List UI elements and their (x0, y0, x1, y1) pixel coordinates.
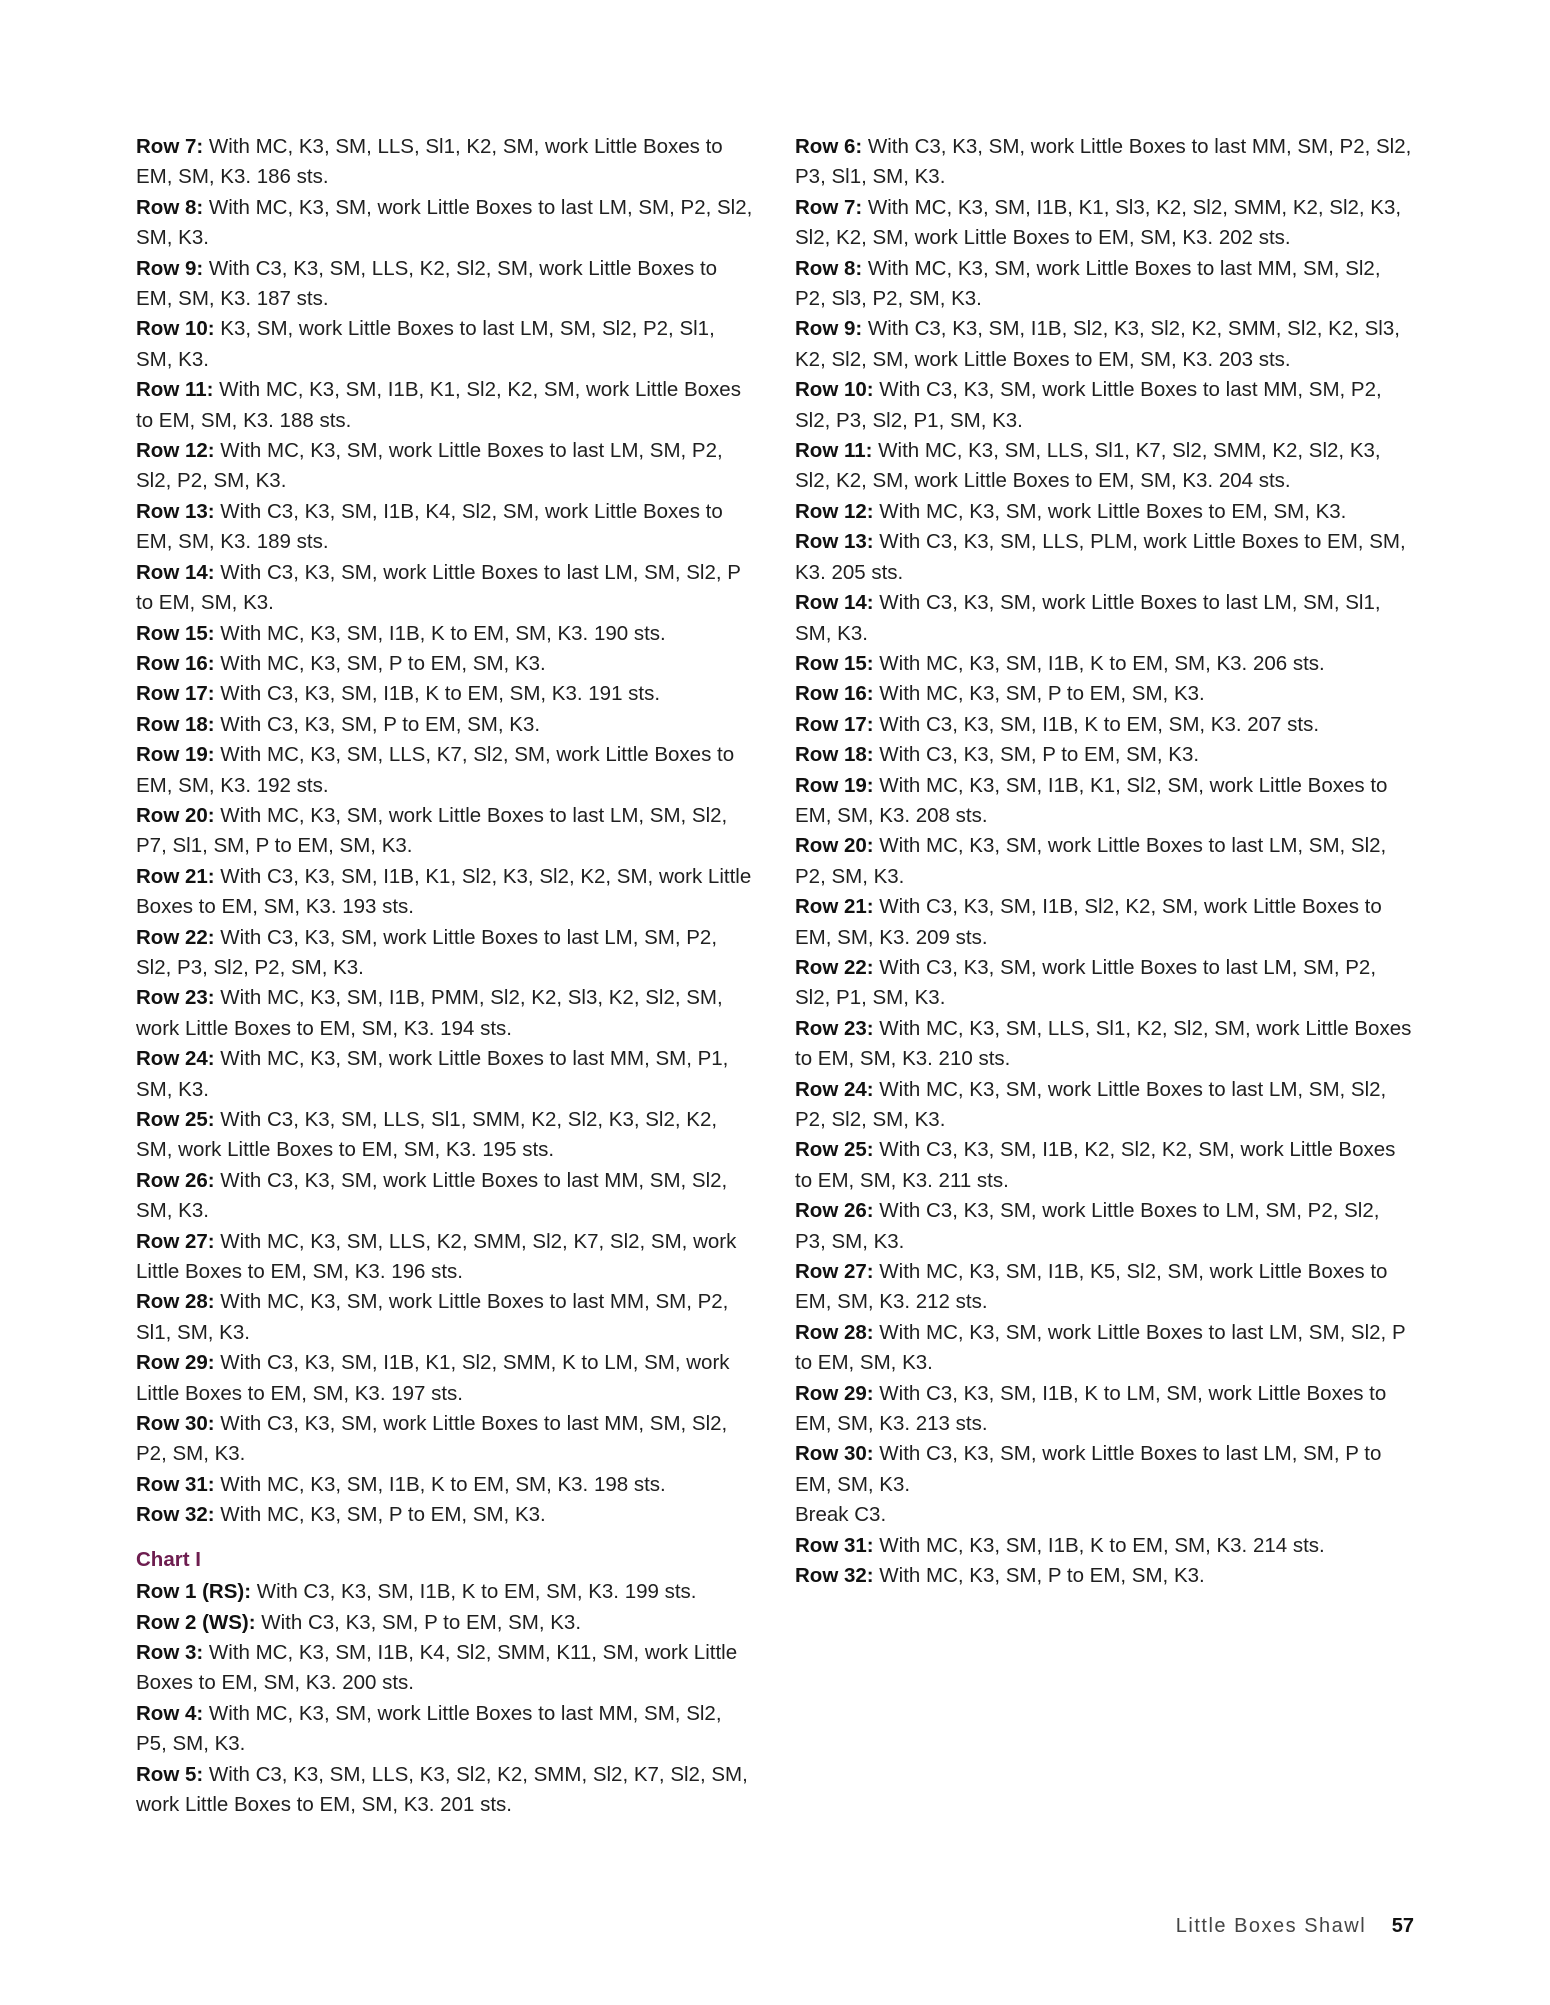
row-text: With C3, K3, SM, LLS, K3, Sl2, K2, SMM, Sl2, K7, Sl2, SM, work Little Boxes to EM, SM, K3. 201 sts. (136, 1762, 748, 1816)
instruction-row (795, 497, 1413, 527)
row-text: With C3, K3, SM, I1B, K2, Sl2, K2, SM, work Little Boxes to EM, SM, K3. 211 sts. (795, 1138, 1396, 1192)
row-label: Row 11: (136, 378, 214, 402)
instruction-row (136, 1409, 754, 1470)
row-label: Row 12: (795, 499, 874, 523)
instruction-row (136, 679, 754, 709)
instruction-row (136, 193, 754, 254)
instruction-row (795, 953, 1413, 1014)
row-label: Row 10: (136, 317, 215, 341)
row-text: With MC, K3, SM, I1B, K1, Sl2, SM, work Little Boxes to EM, SM, K3. 208 sts. (795, 773, 1388, 827)
row-label: Row 26: (136, 1168, 215, 1192)
row-label: Row 27: (136, 1229, 215, 1253)
row-text: With MC, K3, SM, I1B, K to EM, SM, K3. 214 sts. (873, 1533, 1325, 1557)
row-text: With MC, K3, SM, work Little Boxes to last LM, SM, P2, Sl2, SM, K3. (136, 195, 753, 250)
row-label: Row 21: (136, 864, 215, 888)
instruction-row (795, 375, 1413, 436)
row-label: Row 15: (795, 651, 874, 675)
row-label: Row 9: (795, 317, 863, 341)
row-label: Row 31: (136, 1472, 215, 1496)
row-text: With MC, K3, SM, work Little Boxes to last MM, SM, P2, Sl1, SM, K3. (136, 1290, 729, 1344)
row-label: Row 22: (795, 955, 874, 979)
row-text: With C3, K3, SM, I1B, K to EM, SM, K3. 207 sts. (873, 712, 1320, 736)
row-text: With MC, K3, SM, P to EM, SM, K3. (214, 1503, 546, 1527)
row-text: With C3, K3, SM, work Little Boxes to last MM, SM, P2, Sl2, P3, Sl1, SM, K3. (795, 135, 1412, 189)
row-text: With C3, K3, SM, P to EM, SM, K3. (214, 712, 541, 736)
row-text: With MC, K3, SM, work Little Boxes to last MM, SM, P1, SM, K3. (136, 1047, 729, 1101)
row-text: With MC, K3, SM, P to EM, SM, K3. (873, 682, 1205, 706)
row-label: Row 3: (136, 1640, 204, 1664)
row-label: Row 22: (136, 925, 215, 949)
row-text: With MC, K3, SM, I1B, K to EM, SM, K3. 190 sts. (214, 621, 666, 645)
row-text: With MC, K3, SM, work Little Boxes to last LM, SM, Sl2, P7, Sl1, SM, P to EM, SM, K3. (136, 803, 728, 858)
row-text: With C3, K3, SM, I1B, K1, Sl2, SMM, K to LM, SM, work Little Boxes to EM, SM, K3. 197 sts. (136, 1351, 730, 1405)
row-text: With MC, K3, SM, work Little Boxes to last MM, SM, Sl2, P5, SM, K3. (136, 1701, 722, 1756)
instruction-row (795, 831, 1413, 892)
instruction-row (136, 1699, 754, 1760)
instruction-row (795, 771, 1413, 832)
row-label: Row 19: (795, 773, 874, 797)
instruction-row (795, 314, 1413, 375)
instruction-row (136, 1227, 754, 1288)
row-text: With MC, K3, SM, work Little Boxes to last LM, SM, Sl2, P2, SM, K3. (795, 834, 1387, 888)
row-text: With C3, K3, SM, work Little Boxes to last LM, SM, Sl2, P to EM, SM, K3. (136, 560, 741, 615)
instruction-row (795, 740, 1413, 770)
instruction-row (795, 1014, 1413, 1075)
row-text: With C3, K3, SM, work Little Boxes to last MM, SM, Sl2, P2, SM, K3. (136, 1412, 728, 1466)
instruction-row (136, 497, 754, 558)
instruction-row (136, 1638, 754, 1699)
row-text: With C3, K3, SM, I1B, Sl2, K3, Sl2, K2, SMM, Sl2, K2, Sl3, K2, Sl2, SM, work Little Boxes to EM, SM, K3. 203 sts. (795, 317, 1400, 371)
instruction-row (136, 1608, 754, 1638)
instruction-row (136, 1760, 754, 1821)
row-text: With MC, K3, SM, I1B, K5, Sl2, SM, work Little Boxes to EM, SM, K3. 212 sts. (795, 1260, 1388, 1314)
row-label: Row 11: (795, 439, 873, 463)
right-column (795, 132, 1413, 1592)
row-label: Row 32: (795, 1564, 874, 1588)
row-label: Row 8: (795, 256, 863, 280)
row-text: With MC, K3, SM, LLS, K7, Sl2, SM, work Little Boxes to EM, SM, K3. 192 sts. (136, 743, 735, 797)
row-text: With C3, K3, SM, I1B, K1, Sl2, K3, Sl2, K2, SM, work Little Boxes to EM, SM, K3. 193 sts. (136, 864, 752, 919)
break-note: Break C3. (795, 1503, 887, 1527)
row-text: With MC, K3, SM, I1B, K to EM, SM, K3. 206 sts. (873, 651, 1325, 675)
instruction-row (136, 1577, 754, 1607)
left-rows-a (136, 132, 754, 1531)
row-label: Row 24: (136, 1047, 215, 1071)
left-rows-b (136, 1577, 754, 1820)
left-column (136, 132, 754, 1820)
row-text: With C3, K3, SM, I1B, K to EM, SM, K3. 199 sts. (251, 1580, 697, 1604)
instruction-row (795, 1135, 1413, 1196)
instruction-row (136, 1044, 754, 1105)
instruction-row (795, 254, 1413, 315)
row-label: Row 12: (136, 439, 215, 463)
instruction-row (795, 1439, 1413, 1500)
instruction-row (136, 436, 754, 497)
row-label: Row 21: (795, 895, 874, 919)
row-text: With MC, K3, SM, LLS, K2, SMM, Sl2, K7, Sl2, SM, work Little Boxes to EM, SM, K3. 196 sts. (136, 1229, 737, 1284)
row-label: Row 7: (136, 135, 204, 158)
row-text: With C3, K3, SM, LLS, PLM, work Little Boxes to EM, SM, K3. 205 sts. (795, 530, 1406, 584)
right-rows-a (795, 132, 1413, 1500)
row-text: With C3, K3, SM, work Little Boxes to last LM, SM, P2, Sl2, P3, Sl2, P2, SM, K3. (136, 925, 718, 979)
instruction-row (795, 436, 1413, 497)
row-text: With MC, K3, SM, work Little Boxes to EM, SM, K3. (873, 499, 1347, 523)
instruction-row (795, 1561, 1413, 1591)
instruction-row (795, 132, 1413, 193)
row-label: Row 14: (795, 591, 874, 615)
instruction-row (795, 527, 1413, 588)
instruction-row (136, 558, 754, 619)
row-label: Row 18: (136, 712, 215, 736)
row-text: With C3, K3, SM, I1B, K to EM, SM, K3. 191 sts. (214, 682, 661, 706)
instruction-row (795, 1257, 1413, 1318)
row-label: Row 7: (795, 195, 863, 219)
row-label: Row 14: (136, 560, 215, 584)
row-label: Row 16: (795, 682, 874, 706)
row-label: Row 5: (136, 1762, 204, 1786)
row-text: With MC, K3, SM, P to EM, SM, K3. (873, 1564, 1205, 1588)
row-label: Row 20: (136, 803, 215, 827)
instruction-row (136, 1500, 754, 1530)
row-text: With C3, K3, SM, work Little Boxes to last MM, SM, Sl2, SM, K3. (136, 1168, 728, 1223)
row-label: Row 19: (136, 743, 215, 767)
instruction-row (795, 1318, 1413, 1379)
row-label: Row 30: (136, 1412, 215, 1436)
row-text: With C3, K3, SM, work Little Boxes to last LM, SM, P to EM, SM, K3. (795, 1442, 1382, 1496)
row-label: Row 26: (795, 1199, 874, 1223)
chart-heading: Chart I (136, 1547, 201, 1571)
instruction-row (795, 1379, 1413, 1440)
instruction-row (136, 619, 754, 649)
row-label: Row 2 (WS): (136, 1610, 256, 1634)
row-label: Row 17: (136, 682, 215, 706)
row-label: Row 32: (136, 1503, 215, 1527)
row-text: With MC, K3, SM, work Little Boxes to last MM, SM, Sl2, P2, Sl3, P2, SM, K3. (795, 256, 1381, 311)
row-label: Row 27: (795, 1260, 874, 1284)
row-text: With MC, K3, SM, work Little Boxes to last LM, SM, Sl2, P to EM, SM, K3. (795, 1320, 1406, 1375)
instruction-row (795, 588, 1413, 649)
instruction-row (136, 1348, 754, 1409)
row-label: Row 15: (136, 621, 215, 645)
row-text: With C3, K3, SM, P to EM, SM, K3. (873, 743, 1200, 767)
row-label: Row 8: (136, 195, 204, 219)
instruction-row (136, 375, 754, 436)
row-text: With C3, K3, SM, I1B, Sl2, K2, SM, work Little Boxes to EM, SM, K3. 209 sts. (795, 895, 1382, 949)
row-text: With MC, K3, SM, LLS, Sl1, K2, SM, work Little Boxes to EM, SM, K3. 186 sts. (136, 135, 723, 189)
row-label: Row 25: (795, 1138, 874, 1162)
instruction-row (136, 1105, 754, 1166)
instruction-row (136, 1166, 754, 1227)
row-text: With C3, K3, SM, work Little Boxes to last LM, SM, P2, Sl2, P1, SM, K3. (795, 955, 1377, 1010)
row-label: Row 1 (RS): (136, 1580, 252, 1604)
row-text: With MC, K3, SM, work Little Boxes to last LM, SM, Sl2, P2, Sl2, SM, K3. (795, 1077, 1387, 1131)
row-label: Row 29: (795, 1381, 874, 1405)
row-label: Row 13: (136, 499, 215, 523)
row-text: With C3, K3, SM, work Little Boxes to last MM, SM, P2, Sl2, P3, Sl2, P1, SM, K3. (795, 378, 1382, 432)
row-text: With C3, K3, SM, work Little Boxes to last LM, SM, Sl1, SM, K3. (795, 591, 1381, 645)
row-text: With C3, K3, SM, LLS, Sl1, SMM, K2, Sl2, K3, Sl2, K2, SM, work Little Boxes to EM, SM, K3. 195 sts. (136, 1108, 718, 1162)
row-label: Row 25: (136, 1108, 215, 1131)
row-label: Row 31: (795, 1533, 874, 1557)
instruction-row (136, 132, 754, 193)
row-text: With C3, K3, SM, I1B, K4, Sl2, SM, work Little Boxes to EM, SM, K3. 189 sts. (136, 499, 723, 554)
row-text: With MC, K3, SM, P to EM, SM, K3. (214, 651, 546, 675)
row-text: With MC, K3, SM, I1B, K1, Sl2, K2, SM, work Little Boxes to EM, SM, K3. 188 sts. (136, 378, 741, 432)
page-number: 57 (1391, 1915, 1414, 1937)
instruction-row (136, 983, 754, 1044)
row-label: Row 23: (136, 986, 215, 1010)
instruction-row (136, 1470, 754, 1500)
row-label: Row 10: (795, 378, 874, 402)
instruction-row (795, 892, 1413, 953)
row-text: K3, SM, work Little Boxes to last LM, SM, Sl2, P2, Sl1, SM, K3. (136, 317, 715, 371)
row-text: With MC, K3, SM, LLS, Sl1, K2, Sl2, SM, work Little Boxes to EM, SM, K3. 210 sts. (795, 1016, 1412, 1071)
right-rows-b (795, 1531, 1413, 1592)
row-label: Row 28: (136, 1290, 215, 1314)
instruction-row (795, 1531, 1413, 1561)
row-label: Row 29: (136, 1351, 215, 1375)
instruction-row (795, 193, 1413, 254)
instruction-row (136, 710, 754, 740)
page-footer (1176, 1912, 1414, 1940)
row-text: With MC, K3, SM, I1B, K1, Sl3, K2, Sl2, SMM, K2, Sl2, K3, Sl2, K2, SM, work Little Boxes to EM, SM, K3. 202 sts. (795, 195, 1402, 250)
row-label: Row 9: (136, 256, 204, 280)
instruction-row (136, 801, 754, 862)
row-label: Row 13: (795, 530, 874, 554)
row-text: With MC, K3, SM, I1B, PMM, Sl2, K2, Sl3, K2, Sl2, SM, work Little Boxes to EM, SM, K3. 194 sts. (136, 986, 723, 1040)
instruction-row (136, 649, 754, 679)
row-label: Row 28: (795, 1320, 874, 1344)
row-text: With MC, K3, SM, I1B, K to EM, SM, K3. 198 sts. (214, 1472, 666, 1496)
row-text: With C3, K3, SM, I1B, K to LM, SM, work Little Boxes to EM, SM, K3. 213 sts. (795, 1381, 1387, 1436)
instruction-row (795, 649, 1413, 679)
row-label: Row 16: (136, 651, 215, 675)
row-label: Row 23: (795, 1016, 874, 1040)
instruction-row (795, 1075, 1413, 1136)
row-label: Row 30: (795, 1442, 874, 1466)
footer-title: Little Boxes Shawl (1175, 1915, 1367, 1937)
row-label: Row 18: (795, 743, 874, 767)
instruction-row (136, 740, 754, 801)
row-text: With C3, K3, SM, LLS, K2, Sl2, SM, work Little Boxes to EM, SM, K3. 187 sts. (136, 256, 718, 311)
row-label: Row 17: (795, 712, 874, 736)
instruction-row (795, 710, 1413, 740)
instruction-row (136, 862, 754, 923)
row-label: Row 20: (795, 834, 874, 858)
row-text: With MC, K3, SM, work Little Boxes to last LM, SM, P2, Sl2, P2, SM, K3. (136, 439, 723, 493)
row-label: Row 6: (795, 135, 863, 158)
row-text: With C3, K3, SM, P to EM, SM, K3. (255, 1610, 582, 1634)
instruction-row (136, 314, 754, 375)
row-label: Row 4: (136, 1701, 204, 1725)
row-label: Row 24: (795, 1077, 874, 1101)
instruction-row (795, 679, 1413, 709)
instruction-row (136, 923, 754, 984)
instruction-row (136, 1287, 754, 1348)
row-text: With MC, K3, SM, LLS, Sl1, K7, Sl2, SMM, K2, Sl2, K3, Sl2, K2, SM, work Little Boxes to EM, SM, K3. 204 sts. (795, 439, 1381, 493)
row-text: With MC, K3, SM, I1B, K4, Sl2, SMM, K11, SM, work Little Boxes to EM, SM, K3. 200 sts. (136, 1640, 738, 1695)
row-text: With C3, K3, SM, work Little Boxes to LM, SM, P2, Sl2, P3, SM, K3. (795, 1199, 1380, 1253)
instruction-row (136, 254, 754, 315)
instruction-row (795, 1196, 1413, 1257)
